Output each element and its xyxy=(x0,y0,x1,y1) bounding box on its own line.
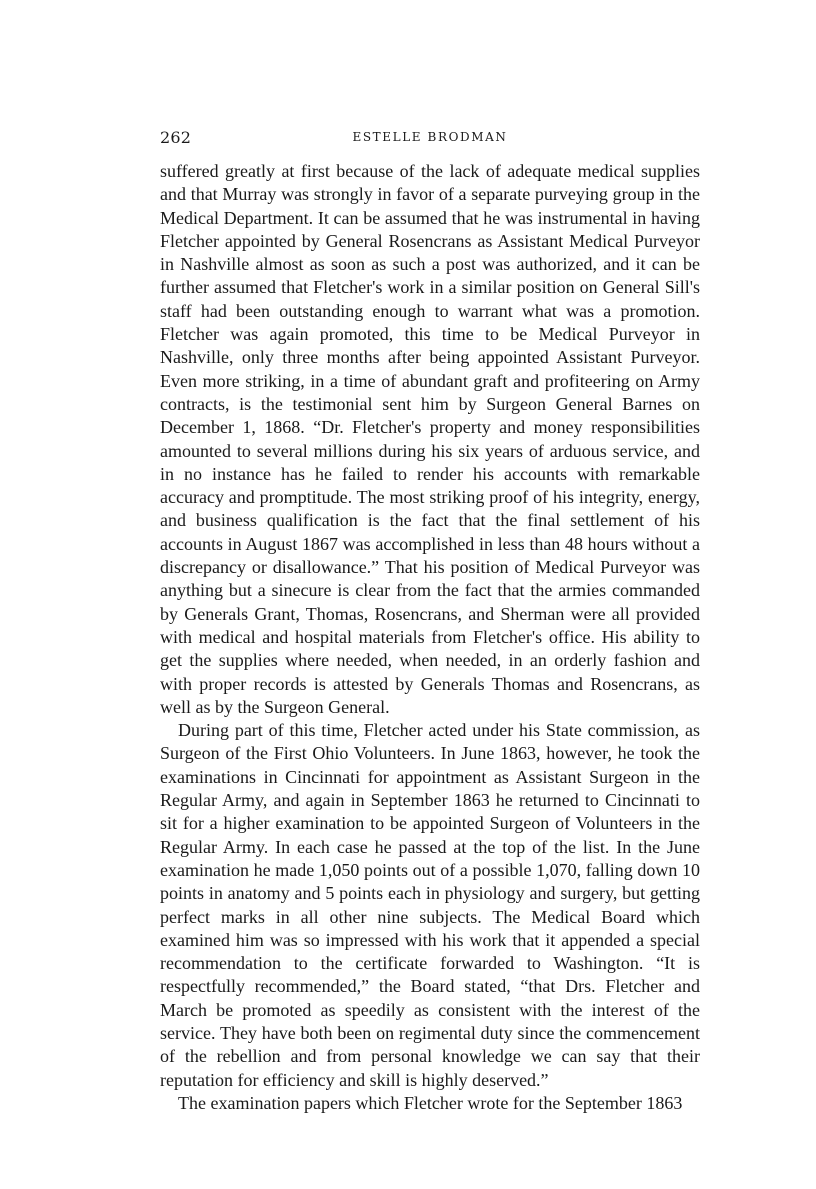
paragraph: The examination papers which Fletcher wrote for the September 1863 xyxy=(178,1092,683,1113)
paragraph-continued: suffered greatly at first because of the lack of adequate medical supplies and that Murray was strongly in favor of a separate purveying group in the Medical Department. It can be assumed that he was instrumental in having Fletcher appointed by General Rosencrans as Assistant Medical Purveyor in Nashville almost as soon as such a post was authorized, and it can be further assumed that Fletcher's work in a similar position on General Sill's staff had been outstanding enough to warrant what was a promotion. Fletcher was again promoted, this time to be Medical Purveyor in Nashville, only three months after being appointed Assistant Purveyor. Even more striking, in a time of abundant graft and profiteering on Army contracts, is the testimonial sent him by Surgeon General Barnes on December 1, 1868. “Dr. Fletcher's property and money responsibilities amounted to several millions during his six years of arduous service, and in no instance has he failed to render his accounts with remarkable accuracy and promptitude. The most striking proof of his integrity, energy, and business qualification is the fact that the final settlement of his accounts in August 1867 was accomplished in less than 48 hours without a discrepancy or disallowance.” That his position of Medical Purveyor was anything but a sinecure is clear from the fact that the armies commanded by Generals Grant, Thomas, Rosencrans, and Sherman were all provided with medical and hospital materials from Fletcher's office. His ability to get the supplies where needed, when needed, in an orderly fashion and with proper records is attested by Generals Thomas and Rosencrans, as well as by the Surgeon General. xyxy=(160,161,700,717)
running-head: ESTELLE BRODMAN xyxy=(352,130,508,144)
page-number: 262 xyxy=(160,128,192,147)
body-text xyxy=(160,160,700,1115)
page-header xyxy=(160,128,700,148)
paragraph: During part of this time, Fletcher acted under his State commission, as Surgeon of the First Ohio Volunteers. In June 1863, however, he took the examinations in Cincinnati for appointment as Assistant Surgeon in the Regular Army, and again in September 1863 he returned to Cincinnati to sit for a higher examination to be appointed Surgeon of Volunteers in the Regular Army. In each case he passed at the top of the list. In the June examination he made 1,050 points out of a possible 1,070, falling down 10 points in anatomy and 5 points each in physiology and surgery, but getting perfect marks in all other nine subjects. The Medical Board which examined him was so impressed with his work that it appended a special recommendation to the certificate forwarded to Washington. “It is respectfully recommended,” the Board stated, “that Drs. Fletcher and March be promoted as speedily as consistent with the interest of the service. They have both been on regimental duty since the commencement of the rebellion and from personal knowledge we can say that their reputation for efficiency and skill is highly deserved.” xyxy=(160,720,700,1090)
